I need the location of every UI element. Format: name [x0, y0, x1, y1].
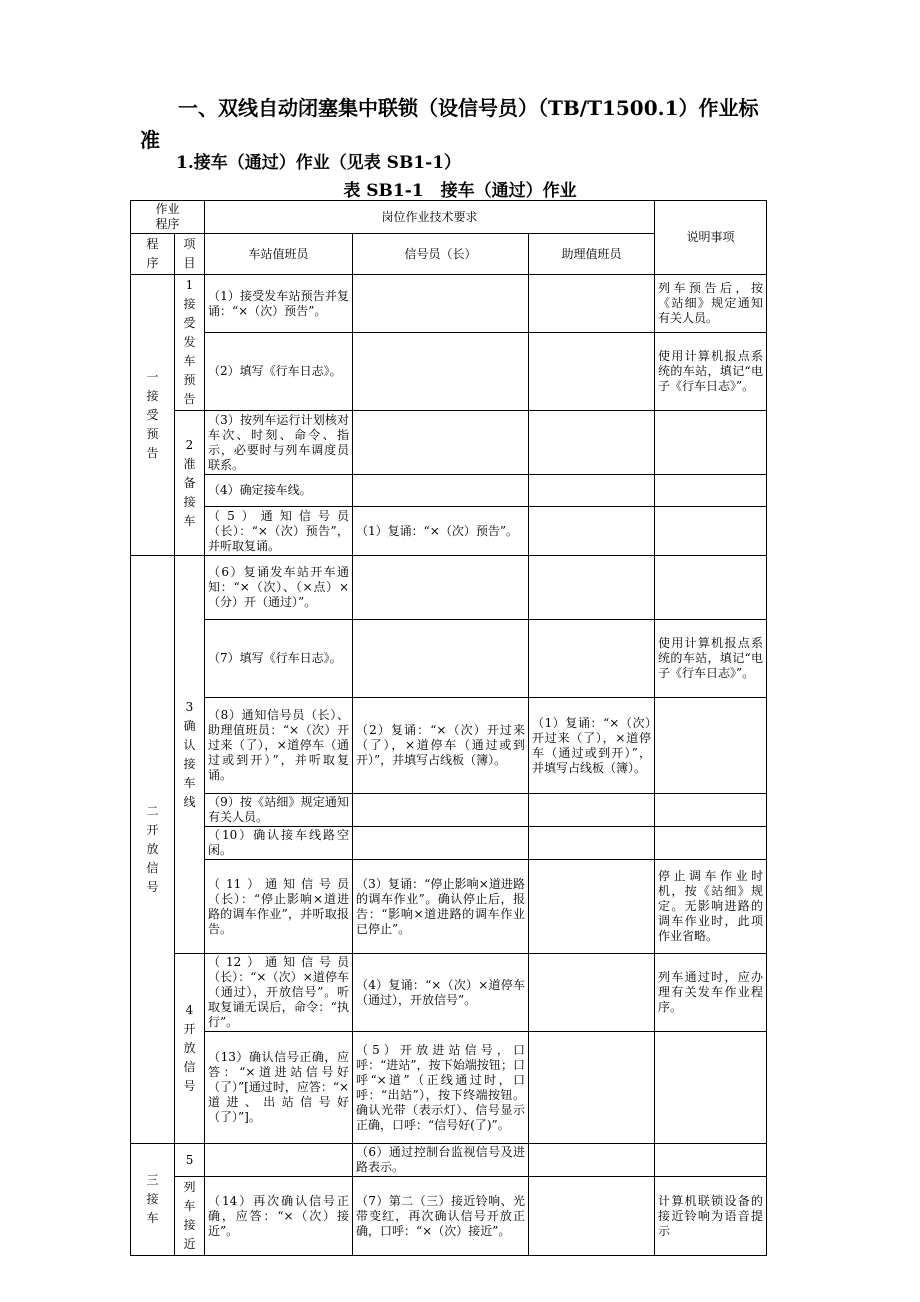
signal-cell: （4）复诵：“×（次）×道停车（通过），开放信号”。 [353, 954, 529, 1032]
duty-cell: （10）确认接车线路空闲。 [205, 827, 353, 860]
assist-cell [529, 1144, 655, 1177]
section-subheading: 1.接车（通过）作业（见表 SB1-1） [176, 153, 462, 173]
duty-cell: （3）按列车运行计划核对车次、时刻、命令、指示，必要时与列车调度员联系。 [205, 411, 353, 475]
note-cell [655, 794, 767, 827]
signal-cell [353, 333, 529, 411]
duty-cell: （13）确认信号正确，应答：“×道进站信号好（了）”[通过时，应答：“×道进、出站信号好（了）”]。 [205, 1032, 353, 1144]
signal-cell: （7）第二（三）接近铃响、光带变红，再次确认信号开放正确，口呼：“×（次）接近”。 [353, 1177, 529, 1256]
stage-3-label: 三接车 [146, 1173, 159, 1225]
signal-cell [353, 475, 529, 507]
note-cell [655, 475, 767, 507]
table-row [131, 275, 767, 333]
title-line-1: 一、双线自动闭塞集中联锁（设信号员）（TB/T1500.1）作业标 [178, 96, 759, 120]
table-row [131, 827, 767, 860]
note-cell [655, 411, 767, 475]
header-tech-req: 岗位作业技术要求 [205, 201, 655, 234]
page-title [140, 92, 800, 156]
assist-cell [529, 860, 655, 954]
item-3 [175, 556, 205, 954]
signal-cell: （1）复诵：“×（次）预告”。 [353, 507, 529, 556]
table-row [131, 794, 767, 827]
note-cell [655, 827, 767, 860]
note-cell: 计算机联锁设备的接近铃响为语音提示 [655, 1177, 767, 1256]
header-duty: 车站值班员 [205, 234, 353, 275]
note-cell [655, 556, 767, 620]
signal-cell [353, 275, 529, 333]
table-caption: 表 SB1-1 接车（通过）作业 [343, 181, 577, 201]
header-step [131, 234, 175, 275]
duty-cell: （11）通知信号员（长）：“停止影响×道进路的调车作业”，并听取报告。 [205, 860, 353, 954]
header-assist: 助理值班员 [529, 234, 655, 275]
assist-cell [529, 556, 655, 620]
note-cell: 停止调车作业时机，按《站细》规定。无影响进路的调车作业时，此项作业省略。 [655, 860, 767, 954]
item-2 [175, 411, 205, 556]
note-cell: 使用计算机报点系统的车站，填记“电子《行车日志》”。 [655, 333, 767, 411]
table-row [131, 475, 767, 507]
header-item [175, 234, 205, 275]
table-row [131, 411, 767, 475]
signal-cell: （5）开放进站信号，口呼：“进站”，按下始端按钮；口呼“×道”（正线通过时，口呼：“出站”），按下终端按钮。确认光带（表示灯）、信号显示正确，口呼：“信号好(了)”。 [353, 1032, 529, 1144]
note-cell: 列车预告后，按《站细》规定通知有关人员。 [655, 275, 767, 333]
item-1-label: 1接受发车预告 [183, 278, 196, 406]
duty-cell: （5）通知信号员（长）：“×（次）预告”，并听取复诵。 [205, 507, 353, 556]
table-row [131, 1032, 767, 1144]
header-item-label: 项目 [183, 237, 196, 270]
header-program-bottom: 程序 [155, 217, 180, 231]
header-notes: 说明事项 [655, 201, 767, 275]
header-step-label: 程序 [146, 237, 159, 270]
duty-cell: （14）再次确认信号正确，应答：“×（次）接近”。 [205, 1177, 353, 1256]
table-row [131, 954, 767, 1032]
duty-cell [205, 1144, 353, 1177]
duty-cell: （2）填写《行车日志》。 [205, 333, 353, 411]
note-cell: 列车通过时，应办理有关发车作业程序。 [655, 954, 767, 1032]
stage-2 [131, 556, 175, 1144]
assist-cell [529, 475, 655, 507]
stage-2-label: 二开放信号 [146, 804, 159, 894]
signal-cell: （6）通过控制台监视信号及进路表示。 [353, 1144, 529, 1177]
stage-1 [131, 275, 175, 556]
table-row [131, 333, 767, 411]
assist-cell [529, 620, 655, 698]
note-cell [655, 1032, 767, 1144]
item-4 [175, 954, 205, 1144]
table-row [131, 1177, 767, 1256]
item-5-label: 列车接近 [183, 1180, 196, 1251]
assist-cell [529, 1177, 655, 1256]
item-2-label: 2准备接车 [183, 437, 196, 528]
assist-cell [529, 411, 655, 475]
header-signal: 信号员（长） [353, 234, 529, 275]
table-row [131, 507, 767, 556]
duty-cell: （8）通知信号员（长）、助理值班员：“×（次）开过来（了），×道停车（通过或到开）”，并听取复诵。 [205, 698, 353, 794]
duty-cell: （1）接受发车站预告并复诵：“×（次）预告”。 [205, 275, 353, 333]
assist-cell [529, 794, 655, 827]
signal-cell [353, 620, 529, 698]
item-1 [175, 275, 205, 411]
signal-cell [353, 556, 529, 620]
stage-3 [131, 1144, 175, 1256]
signal-cell: （3）复诵：“停止影响×道进路的调车作业”。确认停止后，报告：“影响×道进路的调车作业已停止”。 [353, 860, 529, 954]
table-row [131, 860, 767, 954]
note-cell: 使用计算机报点系统的车站，填记“电子《行车日志》”。 [655, 620, 767, 698]
assist-cell [529, 507, 655, 556]
table-row [131, 556, 767, 620]
item-3-label: 3确认接车线 [183, 699, 196, 809]
signal-cell [353, 827, 529, 860]
item-4-label: 4开放信号 [183, 1003, 196, 1093]
assist-cell [529, 827, 655, 860]
assist-cell [529, 275, 655, 333]
duty-cell: （7）填写《行车日志》。 [205, 620, 353, 698]
assist-cell [529, 333, 655, 411]
note-cell [655, 698, 767, 794]
duty-cell: （12）通知信号员（长）：“×（次）×道停车（通过），开放信号”。听取复诵无误后，命令：“执行”。 [205, 954, 353, 1032]
signal-cell [353, 411, 529, 475]
stage-1-label: 一接受预告 [146, 369, 159, 460]
table-row [131, 620, 767, 698]
header-row-1 [131, 201, 767, 234]
note-cell [655, 1144, 767, 1177]
title-line-2: 准 [140, 128, 160, 152]
header-program-top: 作业 [155, 202, 180, 216]
header-program [131, 201, 205, 234]
assist-cell: （1）复诵：“×（次）开过来（了），×道停车（通过或到开）”，并填写占线板（簿）。 [529, 698, 655, 794]
table-row [131, 698, 767, 794]
operation-table [130, 200, 767, 1256]
duty-cell: （9）按《站细》规定通知有关人员。 [205, 794, 353, 827]
table-row [131, 1144, 767, 1177]
signal-cell [353, 794, 529, 827]
item-5-name [175, 1177, 205, 1256]
item-5: 5 [175, 1144, 205, 1177]
duty-cell: （6）复诵发车站开车通知：“×（次）、（×点）×（分）开（通过）”。 [205, 556, 353, 620]
duty-cell: （4）确定接车线。 [205, 475, 353, 507]
signal-cell: （2）复诵：“×（次）开过来（了），×道停车（通过或到开）”，并填写占线板（簿）。 [353, 698, 529, 794]
assist-cell [529, 1032, 655, 1144]
assist-cell [529, 954, 655, 1032]
note-cell [655, 507, 767, 556]
